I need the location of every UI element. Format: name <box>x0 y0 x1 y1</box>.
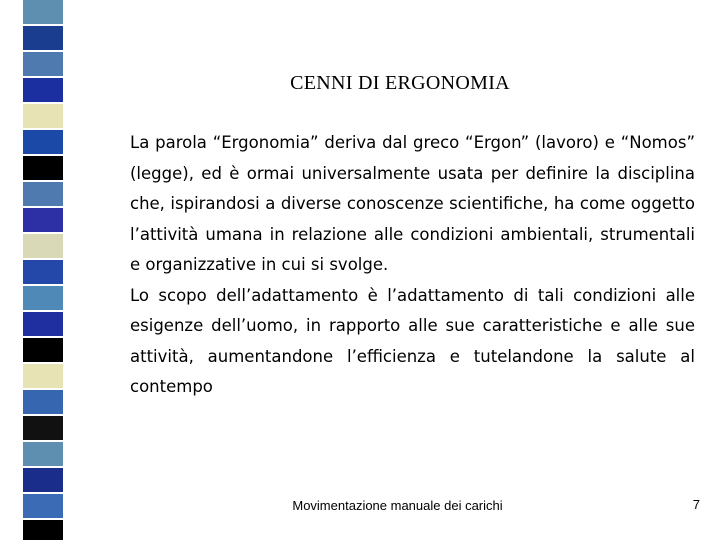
slide-body <box>130 128 695 403</box>
stripe-tile <box>23 520 63 540</box>
stripe-tile <box>23 78 63 104</box>
page-number: 7 <box>692 497 700 512</box>
stripe-tile <box>23 286 63 312</box>
stripe-tile <box>23 468 63 494</box>
stripe-tile <box>23 260 63 286</box>
stripe-tile <box>23 442 63 468</box>
stripe-tile <box>23 52 63 78</box>
stripe-tile <box>23 364 63 390</box>
paragraph-purpose: Lo scopo dell’adattamento è l’adattamento di tali condizioni alle esigenze dell’uomo, in rapporto alle sue caratteristiche e alle sue attività, aumentandone l’efficienza e tutelandone la salute al contempo <box>130 285 695 396</box>
paragraph-definition: La parola “Ergonomia” deriva dal greco “Ergon” (lavoro) e “Nomos” (legge), ed è ormai universalmente usata per definire la disciplina che, ispirandosi a diverse conoscenze scientifiche, ha come oggetto l’attività umana in relazione alle condizioni ambientali, strumentali e organizzative in cui si svolge. <box>130 133 695 274</box>
stripe-tile <box>23 182 63 208</box>
stripe-tile <box>23 494 63 520</box>
stripe-tile <box>23 234 63 260</box>
stripe-tile <box>23 416 63 442</box>
stripe-tile <box>23 130 63 156</box>
stripe-tile <box>23 312 63 338</box>
stripe-tile <box>23 104 63 130</box>
stripe-tile <box>23 26 63 52</box>
stripe-tile <box>23 0 63 26</box>
stripe-tile <box>23 208 63 234</box>
stripe-tile <box>23 338 63 364</box>
decorative-stripe <box>23 0 63 540</box>
slide-title: CENNI DI ERGONOMIA <box>290 72 510 94</box>
stripe-tile <box>23 390 63 416</box>
slide-footer: Movimentazione manuale dei carichi <box>292 498 503 513</box>
stripe-tile <box>23 156 63 182</box>
